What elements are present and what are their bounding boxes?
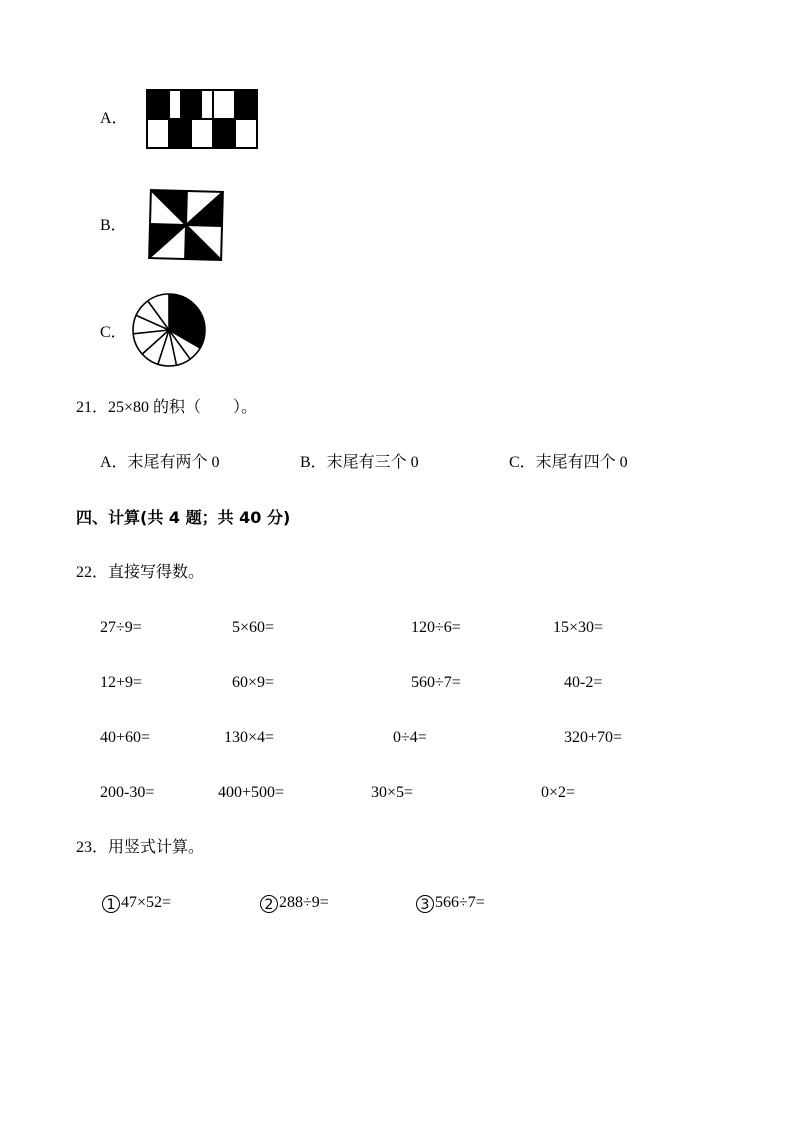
calc-item: 15×30= — [553, 619, 604, 636]
q23-stem: 23．用竖式计算。 — [76, 839, 205, 856]
calc-expression: 47×52= — [121, 894, 172, 911]
q21-choice-b: B．末尾有三个 0 — [300, 454, 419, 471]
calc-item: 60×9= — [232, 674, 275, 691]
calc-item: 400+500= — [218, 784, 285, 801]
calc-item: 120÷6= — [411, 619, 461, 636]
q22-stem: 22．直接写得数。 — [76, 564, 205, 581]
calc-expression: 288÷9= — [279, 894, 329, 911]
circled-number: 2 — [260, 895, 278, 913]
calc-item: 40+60= — [100, 729, 151, 746]
vertical-calc-item — [416, 893, 485, 913]
calc-item: 30×5= — [371, 784, 414, 801]
calc-item: 5×60= — [232, 619, 275, 636]
calc-item: 560÷7= — [411, 674, 461, 691]
vertical-calc-item — [102, 893, 171, 913]
calc-item: 320+70= — [564, 729, 623, 746]
circled-number: 1 — [102, 895, 120, 913]
calc-item: 200-30= — [100, 784, 155, 801]
calc-item: 12+9= — [100, 674, 143, 691]
square-figure — [146, 189, 226, 261]
calc-item: 0÷4= — [393, 729, 427, 746]
calc-item: 27÷9= — [100, 619, 142, 636]
q21-choice-c: C．末尾有四个 0 — [509, 454, 628, 471]
calc-item: 40-2= — [564, 674, 603, 691]
q21-stem: 21．25×80 的积（ ）。 — [76, 399, 258, 416]
calc-item: 130×4= — [224, 729, 275, 746]
calc-item: 0×2= — [541, 784, 576, 801]
q21-choice-a: A．末尾有两个 0 — [100, 454, 220, 471]
pie-figure — [130, 291, 208, 369]
calc-expression: 566÷7= — [435, 894, 485, 911]
option-a-label: A． — [100, 110, 128, 127]
section-heading: 四、计算(共 4 题；共 40 分) — [76, 508, 291, 527]
option-b-label: B． — [100, 217, 127, 234]
circled-number: 3 — [416, 895, 434, 913]
option-c-label: C． — [100, 324, 127, 341]
grid-figure — [145, 88, 259, 150]
vertical-calc-item — [260, 893, 329, 913]
